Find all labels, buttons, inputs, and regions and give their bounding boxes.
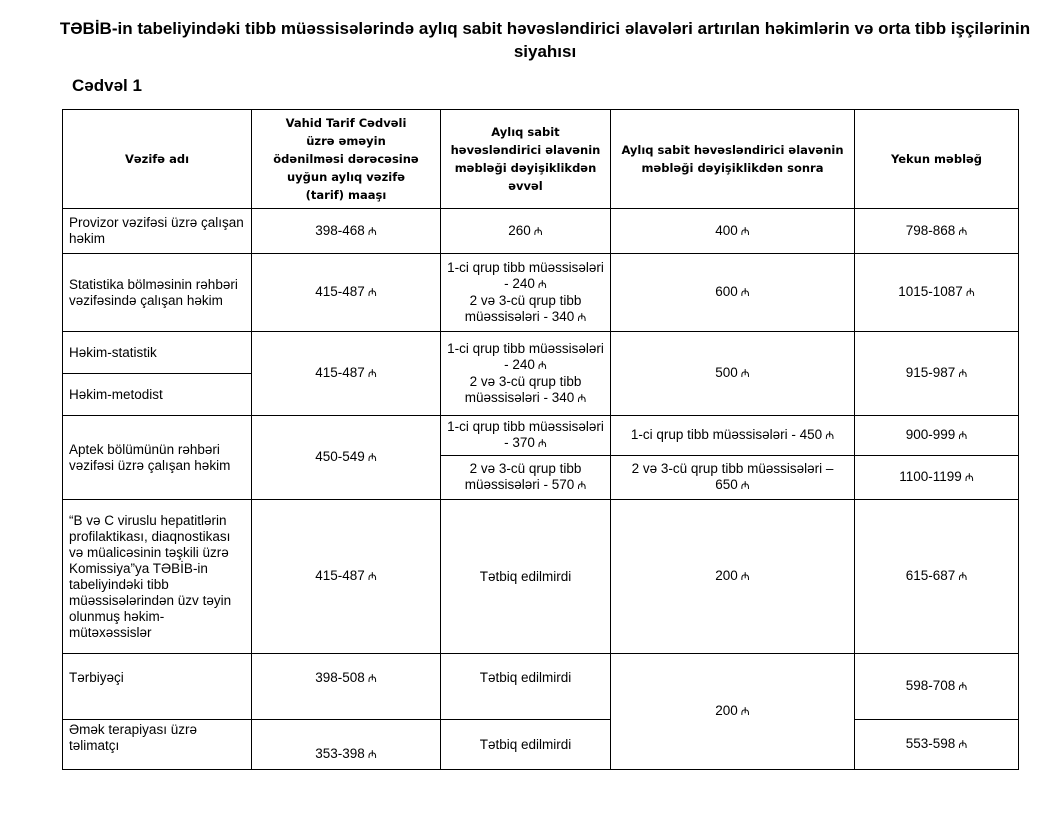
header-position: Vəzifə adı [63, 110, 252, 209]
table-row [63, 500, 1019, 654]
cell-salary: 398-508 ₼ [252, 654, 441, 720]
cell-bonus-before: 2 və 3-cü qrup tibb müəssisələri - 570 ₼ [441, 456, 611, 500]
table-caption: Cədvəl 1 [72, 76, 142, 95]
cell-bonus-after: 500 ₼ [611, 332, 855, 416]
manat-icon: ₼ [537, 359, 547, 372]
cell-bonus-before: 1-ci qrup tibb müəssisələri - 370 ₼ [441, 416, 611, 456]
document-title: TƏBİB-in tabeliyindəki tibb müəssisələrində aylıq sabit həvəsləndirici əlavələri artırılan həkimlərin və orta tibb işçilərinin siyahısı [59, 19, 1031, 61]
cell-total: 1100-1199 ₼ [855, 456, 1019, 500]
cell-bonus-before: 1-ci qrup tibb müəssisələri - 240 ₼ 2 və 3-cü qrup tibb müəssisələri - 340 ₼ [441, 332, 611, 416]
table-row [63, 254, 1019, 332]
cell-total: 1015-1087 ₼ [855, 254, 1019, 332]
cell-salary: 450-549 ₼ [252, 416, 441, 500]
cell-bonus-after: 400 ₼ [611, 209, 855, 254]
manat-icon: ₼ [367, 749, 377, 761]
manat-icon: ₼ [825, 430, 835, 442]
cell-salary: 415-487 ₼ [252, 332, 441, 416]
cell-position: “B və C viruslu hepatitlərin profilaktikası, diaqnostikası və müalicəsinin təşkili üzrə Komissiya”ya TƏBİB-in tabeliyindəki tibb müəssisələrindən üzv təyin olunmuş həkim-mütəxəssislər [63, 500, 252, 654]
cell-salary: 353-398 ₼ [252, 720, 441, 770]
table-row [63, 416, 1019, 456]
manat-icon: ₼ [537, 278, 547, 291]
cell-bonus-before: 260 ₼ [441, 209, 611, 254]
header-bonus-after: Aylıq sabit həvəsləndirici əlavənin məbləği dəyişiklikdən sonra [611, 110, 855, 209]
cell-salary: 415-487 ₼ [252, 254, 441, 332]
cell-salary: 398-468 ₼ [252, 209, 441, 254]
cell-bonus-after: 200 ₼ [611, 500, 855, 654]
header-total: Yekun məbləğ [855, 110, 1019, 209]
cell-bonus-after: 600 ₼ [611, 254, 855, 332]
table-row [63, 332, 1019, 374]
cell-total: 798-868 ₼ [855, 209, 1019, 254]
table-row [63, 209, 1019, 254]
manat-icon: ₼ [367, 368, 377, 380]
cell-bonus-after: 1-ci qrup tibb müəssisələri - 450 ₼ [611, 416, 855, 456]
salary-table [62, 109, 1019, 770]
manat-icon: ₼ [740, 706, 750, 718]
cell-total: 598-708 ₼ [855, 654, 1019, 720]
manat-icon: ₼ [367, 287, 377, 299]
cell-total: 615-687 ₼ [855, 500, 1019, 654]
manat-icon: ₼ [740, 225, 750, 238]
manat-icon: ₼ [533, 225, 543, 238]
manat-icon: ₼ [958, 571, 968, 583]
cell-bonus-before: Tətbiq edilmirdi [441, 720, 611, 770]
cell-bonus-before: Tətbiq edilmirdi [441, 500, 611, 654]
manat-icon: ₼ [958, 225, 968, 238]
manat-icon: ₼ [958, 739, 968, 751]
manat-icon: ₼ [740, 368, 750, 380]
cell-position: Əmək terapiyası üzrə təlimatçı [63, 720, 252, 770]
manat-icon: ₼ [537, 438, 547, 450]
cell-salary: 415-487 ₼ [252, 500, 441, 654]
cell-position: Statistika bölməsinin rəhbəri vəzifəsində çalışan həkim [63, 254, 252, 332]
cell-position: Provizor vəzifəsi üzrə çalışan həkim [63, 209, 252, 254]
cell-position: Tərbiyəçi [63, 654, 252, 720]
manat-icon: ₼ [577, 392, 587, 405]
manat-icon: ₼ [367, 571, 377, 583]
header-row [63, 110, 1019, 209]
header-bonus-before: Aylıq sabit həvəsləndirici əlavənin məbləği dəyişiklikdən əvvəl [441, 110, 611, 209]
cell-total: 553-598 ₼ [855, 720, 1019, 770]
manat-icon: ₼ [577, 480, 587, 492]
cell-position: Aptek bölümünün rəhbəri vəzifəsi üzrə çalışan həkim [63, 416, 252, 500]
cell-position: Həkim-statistik [63, 332, 252, 374]
manat-icon: ₼ [367, 225, 377, 238]
cell-bonus-after: 200 ₼ [611, 654, 855, 770]
manat-icon: ₼ [740, 480, 750, 492]
cell-bonus-before: Tətbiq edilmirdi [441, 654, 611, 720]
table-row [63, 720, 1019, 770]
manat-icon: ₼ [367, 673, 377, 685]
manat-icon: ₼ [958, 368, 968, 380]
cell-position: Həkim-metodist [63, 374, 252, 416]
manat-icon: ₼ [958, 430, 968, 442]
manat-icon: ₼ [965, 287, 975, 299]
header-salary: Vahid Tarif Cədvəli üzrə əməyin ödənilməsi dərəcəsinə uyğun aylıq vəzifə (tarif) maaşı [252, 110, 441, 209]
manat-icon: ₼ [367, 452, 377, 464]
cell-bonus-after: 2 və 3-cü qrup tibb müəssisələri – 650 ₼ [611, 456, 855, 500]
manat-icon: ₼ [958, 681, 968, 693]
table-row [63, 654, 1019, 720]
manat-icon: ₼ [740, 287, 750, 299]
manat-icon: ₼ [577, 311, 587, 324]
manat-icon: ₼ [740, 571, 750, 583]
cell-total: 900-999 ₼ [855, 416, 1019, 456]
manat-icon: ₼ [964, 472, 974, 484]
cell-total: 915-987 ₼ [855, 332, 1019, 416]
cell-bonus-before: 1-ci qrup tibb müəssisələri - 240 ₼ 2 və 3-cü qrup tibb müəssisələri - 340 ₼ [441, 254, 611, 332]
